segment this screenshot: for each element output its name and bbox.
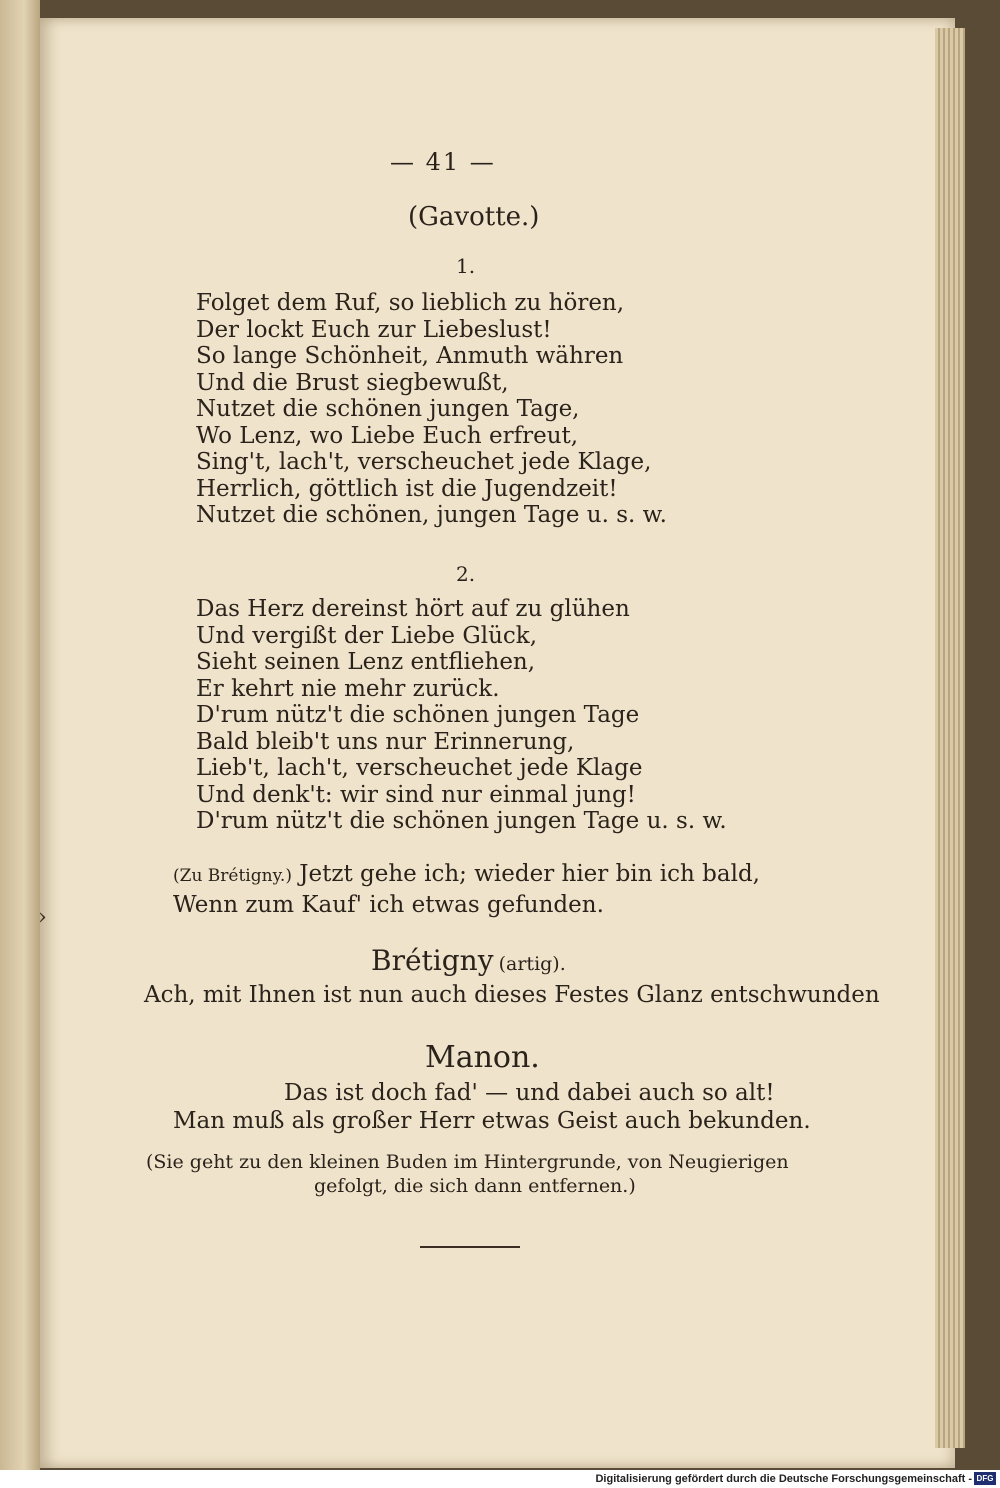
- end-rule: [420, 1246, 520, 1248]
- verse-line: Er kehrt nie mehr zurück.: [196, 675, 500, 702]
- manon-line-1: Das ist doch fad' — und dabei auch so alt!: [284, 1080, 775, 1106]
- verse-line: D'rum nütz't die schönen jungen Tage u. s. w.: [196, 808, 727, 834]
- stage-direction: [146, 1150, 789, 1198]
- stage-direction-line-2: gefolgt, die sich dann entfernen.): [314, 1175, 636, 1197]
- verse-line: Lieb't, lach't, verscheuchet jede Klage: [196, 755, 643, 781]
- verse-line: Nutzet die schönen, jungen Tage u. s. w.: [196, 502, 667, 528]
- manon-heading: Manon.: [425, 1040, 540, 1075]
- stanza-2-number: 2.: [456, 562, 476, 586]
- aside-line-1: [173, 860, 760, 891]
- speaker-name: Brétigny: [371, 944, 494, 977]
- section-title: (Gavotte.): [408, 202, 540, 232]
- stanza-1: [196, 290, 667, 529]
- page-stack-edge: [935, 28, 965, 1448]
- bretigny-line: Ach, mit Ihnen ist nun auch dieses Festes Glanz entschwunden: [144, 982, 880, 1008]
- binding-mark: ›: [38, 905, 47, 930]
- verse-line: Bald bleib't uns nur Erinnerung,: [196, 728, 575, 755]
- verse-line: Sing't, lach't, verscheuchet jede Klage,: [196, 449, 652, 475]
- aside-line-2: Wenn zum Kauf' ich etwas gefunden.: [173, 892, 604, 918]
- aside-direction: (Zu Brétigny.): [173, 866, 292, 886]
- aside-block: [173, 860, 760, 920]
- verse-line: Und vergißt der Liebe Glück,: [196, 622, 538, 649]
- previous-page-edge: [0, 0, 40, 1470]
- footer-credit: Digitalisierung gefördert durch die Deutsche Forschungsgemeinschaft -: [595, 1473, 972, 1485]
- verse-line: D'rum nütz't die schönen jungen Tage: [196, 702, 640, 728]
- verse-line: Und denk't: wir sind nur einmal jung!: [196, 781, 636, 808]
- verse-line: Das Herz dereinst hört auf zu glühen: [196, 596, 630, 622]
- verse-line: So lange Schönheit, Anmuth währen: [196, 343, 624, 369]
- page-number: — 41 —: [390, 148, 496, 176]
- verse-line: Herrlich, göttlich ist die Jugendzeit!: [196, 475, 618, 502]
- aside-text-1: Jetzt gehe ich; wieder hier bin ich bald,: [299, 861, 760, 887]
- stage-direction-line-1: (Sie geht zu den kleinen Buden im Hintergrunde, von Neugierigen: [146, 1151, 789, 1173]
- verse-line: Wo Lenz, wo Liebe Euch erfreut,: [196, 422, 579, 449]
- verse-line: Sieht seinen Lenz entfliehen,: [196, 649, 536, 675]
- verse-line: Nutzet die schönen jungen Tage,: [196, 396, 580, 422]
- dfg-logo-icon: DFG: [974, 1472, 996, 1485]
- bretigny-heading: [371, 944, 566, 977]
- verse-line: Und die Brust siegbewußt,: [196, 369, 509, 396]
- manon-line-2: Man muß als großer Herr etwas Geist auch bekunden.: [173, 1108, 811, 1134]
- verse-line: Folget dem Ruf, so lieblich zu hören,: [196, 290, 625, 316]
- speaker-direction: (artig).: [498, 953, 566, 975]
- stanza-1-number: 1.: [456, 254, 476, 278]
- stanza-2: [196, 596, 727, 835]
- verse-line: Der lockt Euch zur Liebeslust!: [196, 316, 552, 343]
